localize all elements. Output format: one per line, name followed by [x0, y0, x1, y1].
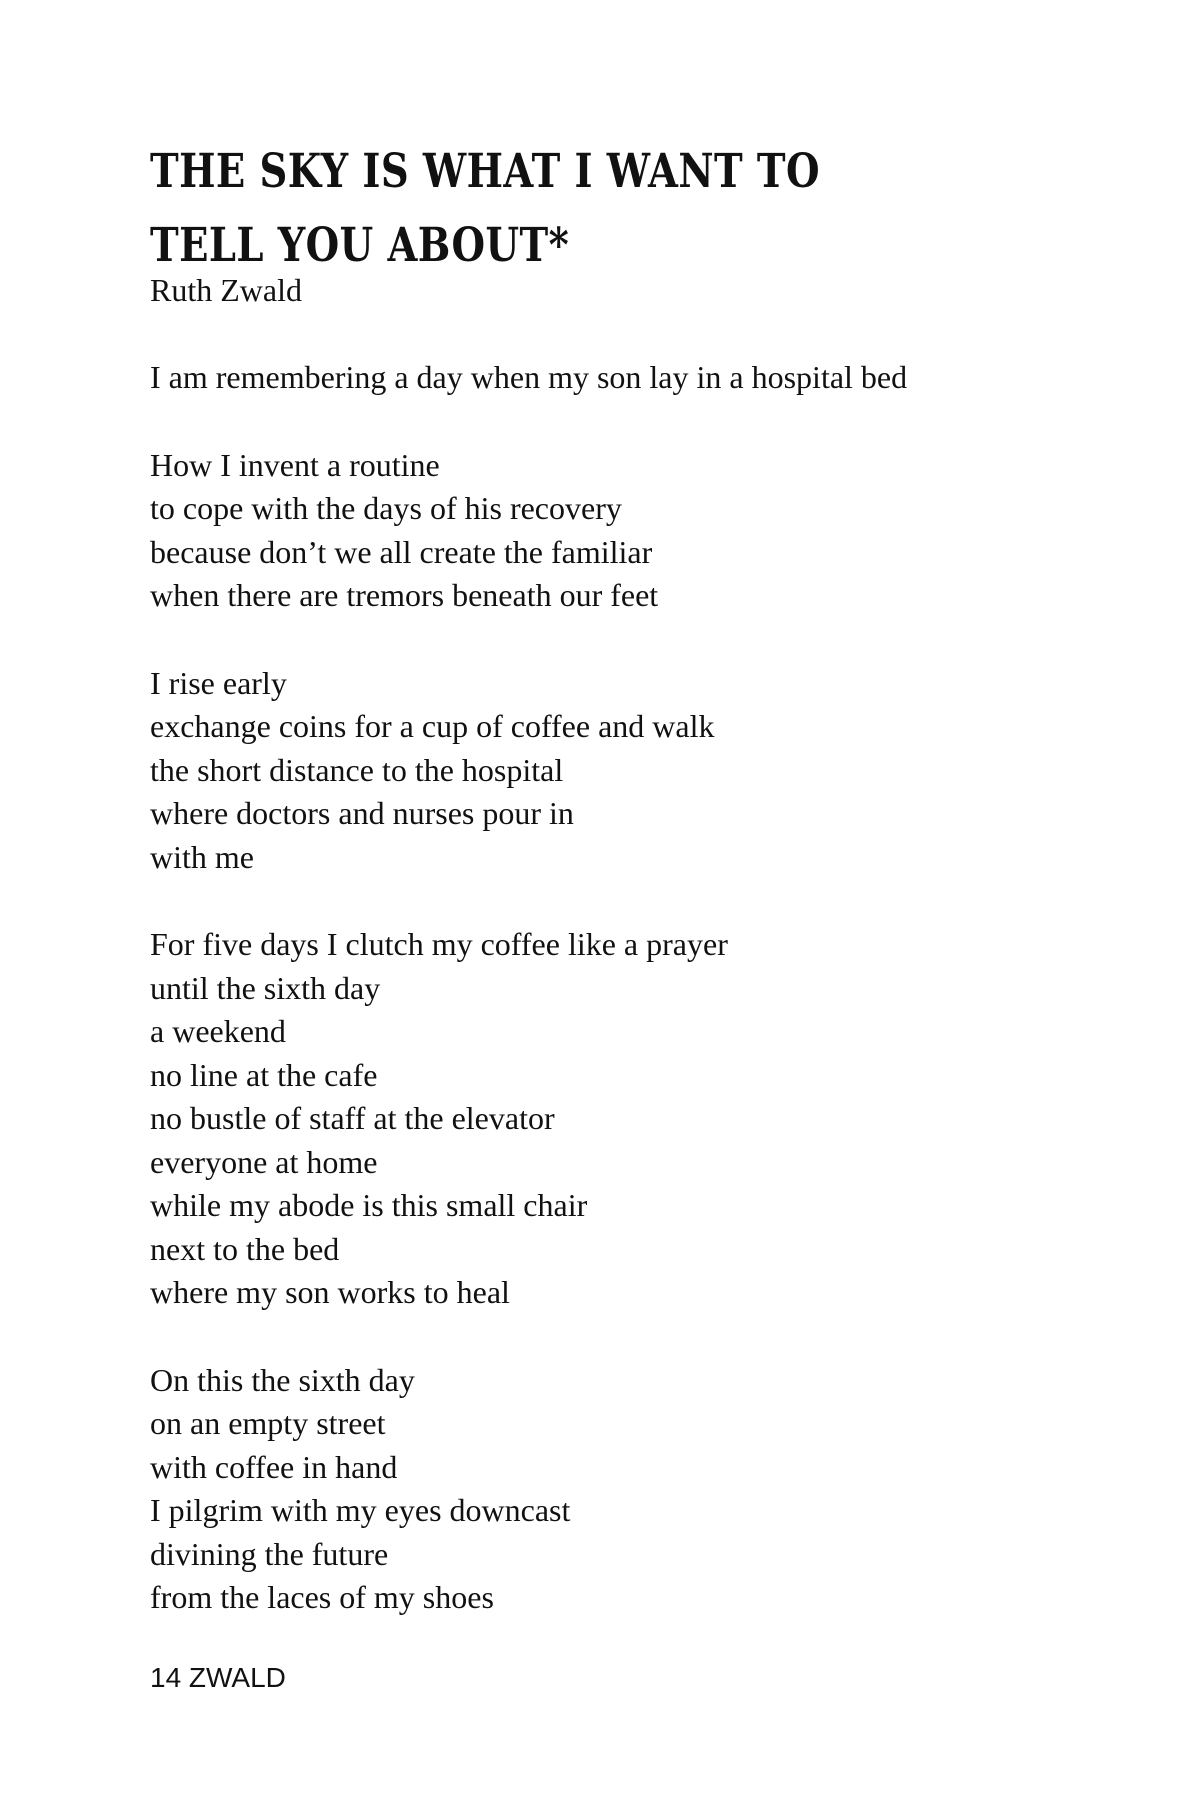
poem-title: THE SKY IS WHAT I WANT TO TELL YOU ABOUT*: [150, 144, 820, 273]
poem-line: where my son works to heal: [150, 1274, 510, 1310]
poem-line: a weekend: [150, 1013, 286, 1049]
poem-line: while my abode is this small chair: [150, 1187, 588, 1223]
poem-line: no bustle of staff at the elevator: [150, 1100, 555, 1136]
poem-line: to cope with the days of his recovery: [150, 490, 622, 526]
poem-line: exchange coins for a cup of coffee and walk: [150, 708, 715, 744]
poem-line: next to the bed: [150, 1230, 340, 1267]
stanza: [150, 356, 1100, 400]
poem-body: [150, 356, 1100, 1664]
poem-line: How I invent a routine: [150, 446, 440, 483]
poem-line: with me: [150, 838, 254, 875]
poem-author: Ruth Zwald: [150, 272, 302, 308]
poem-line: I rise early: [150, 664, 287, 701]
stanza: [150, 444, 1100, 618]
poem-line: I pilgrim with my eyes downcast: [150, 1492, 571, 1528]
stanza: [150, 1359, 1100, 1620]
poem-line: on an empty street: [150, 1405, 386, 1441]
poem-line: when there are tremors beneath our feet: [150, 577, 659, 613]
poem-line: On this the sixth day: [150, 1361, 415, 1398]
poem-line: where doctors and nurses pour in: [150, 795, 574, 831]
poem-line: For five days I clutch my coffee like a prayer: [150, 926, 728, 962]
stanza: [150, 923, 1100, 1315]
poem-line: from the laces of my shoes: [150, 1579, 494, 1615]
poem-line: the short distance to the hospital: [150, 751, 564, 788]
page-footer: 14 ZWALD: [150, 1662, 286, 1693]
poem-line: I am remembering a day when my son lay in a hospital bed: [150, 359, 908, 395]
poem-line: everyone at home: [150, 1143, 378, 1180]
poem-line: with coffee in hand: [150, 1448, 398, 1485]
poem-line: no line at the cafe: [150, 1056, 378, 1093]
stanza: [150, 662, 1100, 880]
poem-line: divining the future: [150, 1535, 389, 1572]
poem-line: until the sixth day: [150, 969, 381, 1006]
poem-line: because don’t we all create the familiar: [150, 533, 653, 570]
